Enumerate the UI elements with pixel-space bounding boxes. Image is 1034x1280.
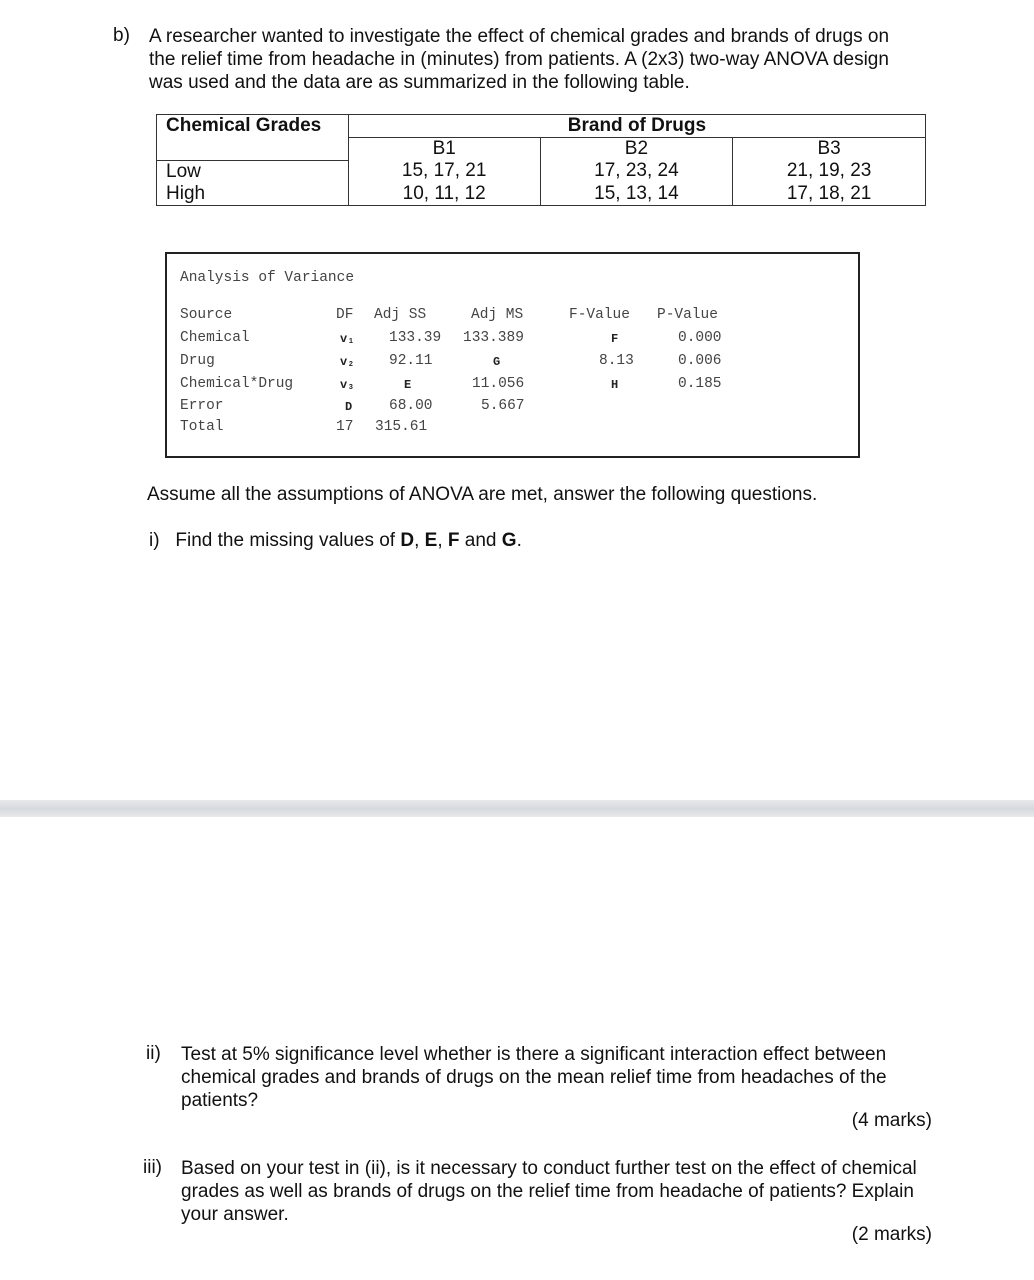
question-ii-label: ii) xyxy=(146,1043,161,1064)
page-divider xyxy=(0,800,1034,817)
anova-df: v₃ xyxy=(340,378,355,392)
question-b-line: A researcher wanted to investigate the effect of chemical grades and brands of drugs on xyxy=(149,26,890,47)
anova-df: D xyxy=(345,400,353,414)
anova-ss: 133.39 xyxy=(389,330,442,346)
anova-header: Adj MS xyxy=(471,307,524,323)
anova-row xyxy=(167,330,858,350)
anova-source: Drug xyxy=(180,353,215,369)
anova-df: 17 xyxy=(336,419,354,435)
anova-p: 0.185 xyxy=(678,376,722,392)
anova-f: F xyxy=(611,332,619,346)
question-ii-text xyxy=(181,1043,941,1112)
question-b-line: the relief time from headache in (minutes) from patients. A (2x3) two-way ANOVA design xyxy=(149,49,889,70)
anova-ss: 92.11 xyxy=(389,353,433,369)
anova-row xyxy=(167,376,858,396)
anova-header: Adj SS xyxy=(374,307,427,323)
anova-source: Error xyxy=(180,398,224,414)
question-ii-line: patients? xyxy=(181,1090,259,1111)
question-i xyxy=(149,530,522,552)
anova-source: Chemical*Drug xyxy=(180,376,294,392)
table-col-header: B2 xyxy=(540,138,733,161)
question-i-label: i) xyxy=(149,530,160,551)
anova-source: Chemical xyxy=(180,330,250,346)
question-iii-label: iii) xyxy=(143,1157,162,1178)
question-iii-marks: (2 marks) xyxy=(851,1224,932,1245)
question-i-sep: and xyxy=(459,530,502,551)
table-cell: 15, 13, 14 xyxy=(540,183,733,206)
anova-header-row xyxy=(167,307,858,327)
table-empty-cell xyxy=(157,138,349,161)
anova-ss: E xyxy=(404,378,412,392)
question-b-text xyxy=(149,25,949,94)
question-i-sep: , xyxy=(414,530,425,551)
table-row xyxy=(157,183,926,206)
anova-ms: 133.389 xyxy=(463,330,524,346)
question-iii-line: your answer. xyxy=(181,1204,289,1225)
question-i-sep: , xyxy=(437,530,448,551)
anova-row xyxy=(167,419,858,439)
question-i-text: Find the missing values of xyxy=(175,530,401,551)
anova-header: F-Value xyxy=(569,307,630,323)
anova-f: 8.13 xyxy=(599,353,634,369)
anova-output xyxy=(165,252,860,458)
anova-p: 0.000 xyxy=(678,330,722,346)
table-row-label: High xyxy=(157,183,349,206)
question-b-label: b) xyxy=(113,25,130,46)
question-i-var: D xyxy=(400,530,415,551)
table-cell: 10, 11, 12 xyxy=(348,183,540,206)
anova-title: Analysis of Variance xyxy=(180,270,355,286)
anova-ms: G xyxy=(493,355,501,369)
question-iii-line: grades as well as brands of drugs on the relief time from headache of patients? Explain xyxy=(181,1181,914,1202)
table-group-header: Brand of Drugs xyxy=(348,115,925,138)
table-cell: 17, 23, 24 xyxy=(540,160,733,183)
question-i-sep: . xyxy=(516,530,522,551)
anova-p: 0.006 xyxy=(678,353,722,369)
anova-df: v₁ xyxy=(340,332,355,346)
question-i-var: F xyxy=(447,530,460,551)
question-ii-line: Test at 5% significance level whether is there a significant interaction effect between xyxy=(181,1044,887,1065)
anova-df: v₂ xyxy=(340,355,355,369)
anova-ms: 11.056 xyxy=(472,376,525,392)
table-cell: 21, 19, 23 xyxy=(733,160,926,183)
anova-f: H xyxy=(611,378,619,392)
anova-row xyxy=(167,353,858,373)
assumption-text: Assume all the assumptions of ANOVA are met, answer the following questions. xyxy=(147,484,818,505)
table-row-label: Low xyxy=(157,160,349,183)
anova-header: Source xyxy=(180,307,233,323)
table-cell: 17, 18, 21 xyxy=(733,183,926,206)
anova-ms: 5.667 xyxy=(481,398,525,414)
question-b-line: was used and the data are as summarized in the following table. xyxy=(149,72,690,93)
data-table xyxy=(156,114,926,206)
table-col-header: B1 xyxy=(348,138,540,161)
table-row-header: Chemical Grades xyxy=(157,115,349,138)
question-ii-marks: (4 marks) xyxy=(851,1110,932,1131)
question-iii-line: Based on your test in (ii), is it necessary to conduct further test on the effect of chemical xyxy=(181,1158,917,1179)
question-ii-line: chemical grades and brands of drugs on the mean relief time from headaches of the xyxy=(181,1067,887,1088)
anova-header: DF xyxy=(336,307,354,323)
table-col-header: B3 xyxy=(733,138,926,161)
table-cell: 15, 17, 21 xyxy=(348,160,540,183)
anova-row xyxy=(167,398,858,418)
table-row xyxy=(157,160,926,183)
anova-source: Total xyxy=(180,419,224,435)
anova-ss: 315.61 xyxy=(375,419,428,435)
anova-header: P-Value xyxy=(657,307,718,323)
question-i-var: G xyxy=(501,530,517,551)
anova-ss: 68.00 xyxy=(389,398,433,414)
question-iii-text xyxy=(181,1157,941,1226)
question-i-var: E xyxy=(424,530,438,551)
